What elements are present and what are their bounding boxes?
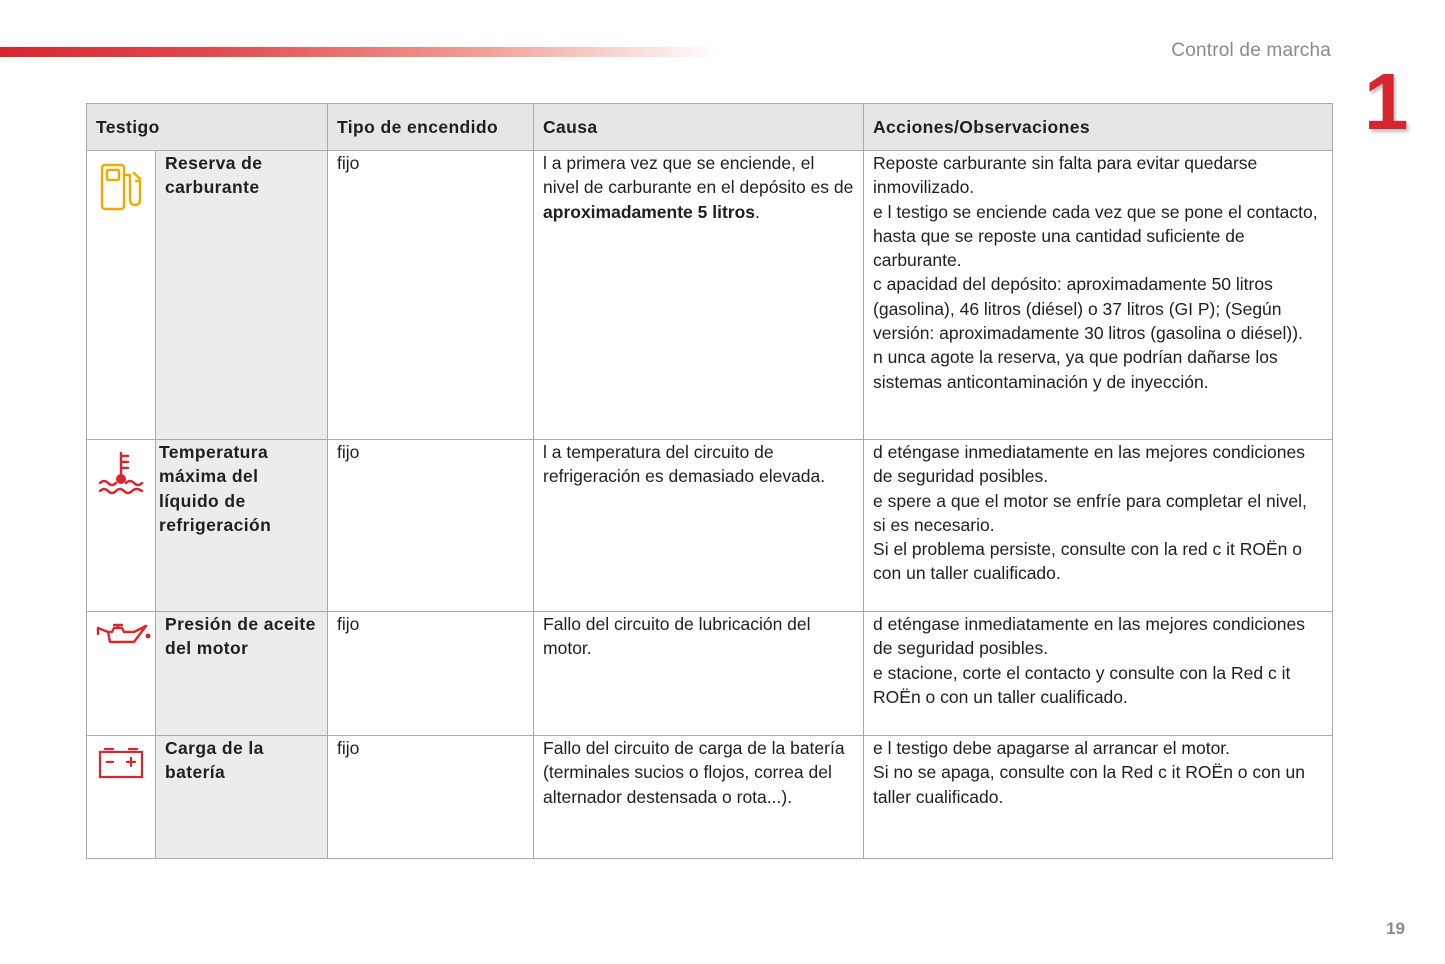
warning-lights-table [86, 103, 1333, 859]
icon-cell [87, 736, 156, 859]
warning-name: Presión de aceite del motor [156, 612, 328, 736]
action-line: e l testigo debe apagarse al arrancar el motor. [873, 738, 1231, 758]
page-number: 19 [1386, 919, 1405, 938]
cause-text: Fallo del circuito de carga de la batería (terminales sucios o flojos, correa del alternador destensada o rota...). [534, 736, 864, 859]
cause-text [534, 151, 864, 440]
section-title: Control de marcha [1171, 40, 1331, 61]
icon-cell [87, 151, 156, 440]
cause-text-bold: aproximadamente 5 litros [543, 201, 756, 222]
icon-cell [87, 440, 156, 612]
ignition-type: fijo [328, 151, 534, 440]
oil-pressure-icon [96, 622, 152, 652]
chapter-number: 1 [1364, 57, 1409, 146]
actions-text [864, 736, 1333, 859]
ignition-type: fijo [328, 736, 534, 859]
column-header-tipo: Tipo de encendido [328, 104, 534, 151]
column-header-causa: Causa [534, 104, 864, 151]
action-line: n unca agote la reserva, ya que podrían dañarse los sistemas anticontaminación y de inyección. [873, 347, 1278, 392]
column-header-acciones: Acciones/Observaciones [864, 104, 1333, 151]
warning-name: Carga de la batería [156, 736, 328, 859]
actions-text [864, 440, 1333, 612]
action-line: e l testigo se enciende cada vez que se pone el contacto, hasta que se reposte una cantidad suficiente de carburante. [873, 201, 1318, 271]
action-line: e spere a que el motor se enfríe para completar el nivel, si es necesario. [873, 490, 1307, 535]
action-line: Reposte carburante sin falta para evitar quedarse inmovilizado. [873, 153, 1258, 198]
action-line: c apacidad del depósito: aproximadamente 50 litros (gasolina), 46 litros (diésel) o 37 litros (GI P); (Según versión: aproximadamente 30 litros (gasolina o diésel)). [873, 274, 1303, 344]
warning-name: Reserva de carburante [156, 151, 328, 440]
header-accent-bar [0, 47, 720, 57]
table-row [87, 612, 1333, 736]
cause-text-end: . [755, 201, 760, 222]
battery-icon [97, 746, 145, 780]
icon-cell [87, 612, 156, 736]
action-line: d eténgase inmediatamente en las mejores condiciones de seguridad posibles. [873, 442, 1305, 487]
coolant-temperature-icon [97, 450, 145, 496]
table-header-row [87, 104, 1333, 151]
table-row [87, 736, 1333, 859]
column-header-testigo: Testigo [87, 104, 328, 151]
actions-text [864, 612, 1333, 736]
cause-text-start: l a primera vez que se enciende, el nivel de carburante en el depósito es de [543, 153, 854, 198]
fuel-pump-icon [98, 161, 144, 213]
table-row [87, 440, 1333, 612]
warning-name: Temperatura máxima del líquido de refrigeración [156, 440, 328, 612]
action-line: Si el problema persiste, consulte con la red c it ROËn o con un taller cualificado. [873, 539, 1302, 584]
action-line: d eténgase inmediatamente en las mejores condiciones de seguridad posibles. [873, 614, 1305, 659]
ignition-type: fijo [328, 612, 534, 736]
ignition-type: fijo [328, 440, 534, 612]
actions-text [864, 151, 1333, 440]
cause-text: l a temperatura del circuito de refrigeración es demasiado elevada. [534, 440, 864, 612]
action-line: e stacione, corte el contacto y consulte con la Red c it ROËn o con un taller cualificado. [873, 662, 1291, 707]
action-line: Si no se apaga, consulte con la Red c it ROËn o con un taller cualificado. [873, 762, 1305, 807]
table-row [87, 151, 1333, 440]
cause-text: Fallo del circuito de lubricación del motor. [534, 612, 864, 736]
